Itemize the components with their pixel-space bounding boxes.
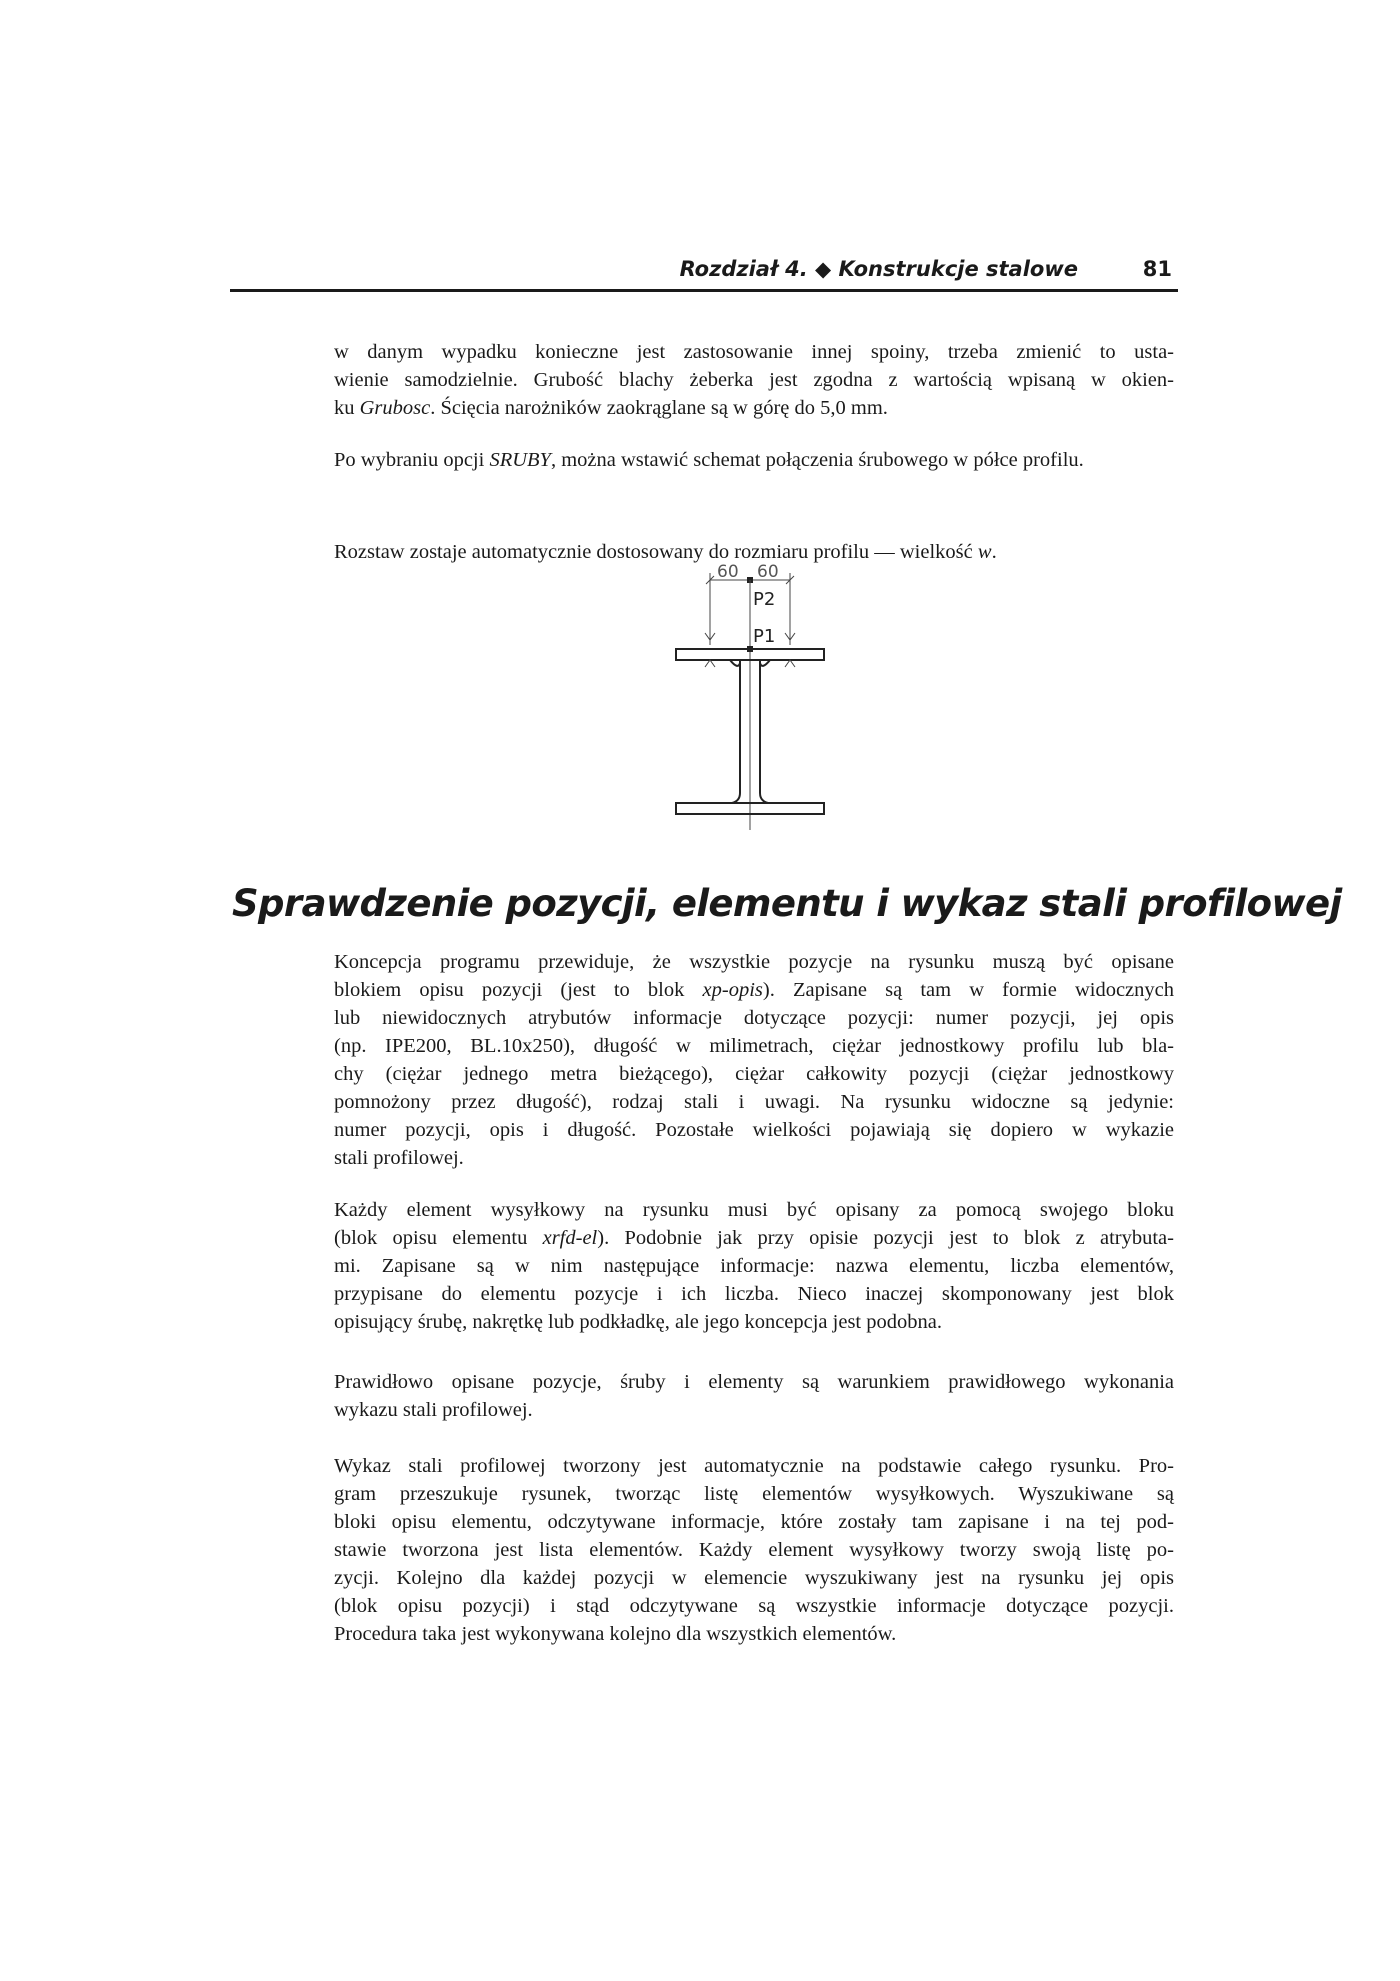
text-line: Rozstaw zostaje automatycznie dostosowany do rozmiaru profilu — wielkość w. — [334, 541, 997, 563]
text-line: (blok opisu pozycji) i stąd odczytywane są wszystkie informacje dotyczące pozycji. — [334, 1595, 1174, 1617]
text-line: wienie samodzielnie. Grubość blachy żeberka jest zgodna z wartością wpisaną w okien- — [334, 369, 1174, 391]
field-name: Grubosc — [359, 397, 431, 419]
paragraph-element-blocks — [334, 1196, 1174, 1336]
i-beam-drawing — [660, 555, 840, 835]
dimension-label-right: 60 — [757, 562, 779, 582]
text-line: Wykaz stali profilowej tworzony jest automatycznie na podstawie całego rysunku. Pro- — [334, 1455, 1174, 1477]
paragraph-bolts-option — [334, 446, 1174, 474]
text-line: opisujący śrubę, nakrętkę lub podkładkę, ale jego koncepcja jest podobna. — [334, 1311, 942, 1333]
text-line: Każdy element wysyłkowy na rysunku musi być opisany za pomocą swojego bloku — [334, 1199, 1174, 1221]
position-label-p1: P1 — [753, 626, 776, 647]
paragraph-position-blocks — [334, 948, 1174, 1172]
chapter-title: Rozdział 4. ◆ Konstrukcje stalowe — [679, 257, 1078, 281]
text-line: Procedura taka jest wykonywana kolejno dla wszystkich elementów. — [334, 1623, 897, 1645]
block-name: xp-opis — [702, 979, 763, 1001]
position-label-p2: P2 — [753, 589, 776, 610]
option-name: SRUBY — [489, 449, 551, 471]
text-line: gram przeszukuje rysunek, tworząc listę elementów wysyłkowych. Wyszukiwane są — [334, 1483, 1174, 1505]
paragraph-steel-list — [334, 1452, 1174, 1648]
text-line: pomnożony przez długość), rodzaj stali i uwagi. Na rysunku widoczne są jedynie: — [334, 1091, 1174, 1113]
paragraph-correct-description — [334, 1368, 1174, 1424]
text-line: mi. Zapisane są w nim następujące informacje: nazwa elementu, liczba elementów, — [334, 1255, 1174, 1277]
text-line: przypisane do elementu pozycje i ich liczba. Nieco inaczej skomponowany jest blok — [334, 1283, 1174, 1305]
text-line: Po wybraniu opcji SRUBY, można wstawić schemat połączenia śrubowego w półce profilu. — [334, 449, 1084, 471]
text-line: wykazu stali profilowej. — [334, 1399, 533, 1421]
text-line: (blok opisu elementu xrfd-el). Podobnie jak przy opisie pozycji jest to blok z atrybuta- — [334, 1227, 1174, 1249]
text-line: chy (ciężar jednego metra bieżącego), ciężar całkowity pozycji (ciężar jednostkowy — [334, 1063, 1174, 1085]
text-line: w danym wypadku konieczne jest zastosowanie innej spoiny, trzeba zmienić to usta- — [334, 341, 1174, 363]
section-title: Sprawdzenie pozycji, elementu i wykaz stali profilowej — [232, 882, 1342, 925]
bolt-connection-diagram — [660, 555, 840, 835]
text-line: bloki opisu elementu, odczytywane informacje, które zostały tam zapisane i na tej pod- — [334, 1511, 1174, 1533]
text-line: Prawidłowo opisane pozycje, śruby i elementy są warunkiem prawidłowego wykonania — [334, 1371, 1174, 1393]
text-line: lub niewidocznych atrybutów informacje dotyczące pozycji: numer pozycji, jej opis — [334, 1007, 1174, 1029]
variable-name: w — [977, 541, 992, 563]
running-head — [230, 255, 1178, 292]
bolt-arrow — [705, 660, 715, 667]
text-line: ku Grubosc. Ścięcia narożników zaokrąglane są w górę do 5,0 mm. — [334, 397, 888, 419]
text-line: (np. IPE200, BL.10x250), długość w milimetrach, ciężar jednostkowy profilu lub bla- — [334, 1035, 1174, 1057]
text-line: stali profilowej. — [334, 1147, 464, 1169]
block-name: xrfd-el — [542, 1227, 598, 1249]
text-line: numer pozycji, opis i długość. Pozostałe wielkości pojawiają się dopiero w wykazie — [334, 1119, 1174, 1141]
text-line: blokiem opisu pozycji (jest to blok xp-opis). Zapisane są tam w formie widocznych — [334, 979, 1174, 1001]
dimension-label-left: 60 — [717, 562, 739, 582]
web-left — [732, 660, 740, 803]
paragraph-weld-note — [334, 338, 1174, 422]
text-line: Koncepcja programu przewiduje, że wszystkie pozycje na rysunku muszą być opisane — [334, 951, 1174, 973]
text-line: stawie tworzona jest lista elementów. Każdy element wysyłkowy tworzy swoją listę po- — [334, 1539, 1174, 1561]
web-right — [760, 660, 768, 803]
page-number: 81 — [1142, 257, 1172, 281]
bolt-arrow — [785, 660, 795, 667]
text-line: zycji. Kolejno dla każdej pozycji w elemencie wyszukiwany jest na rysunku jej opis — [334, 1567, 1174, 1589]
